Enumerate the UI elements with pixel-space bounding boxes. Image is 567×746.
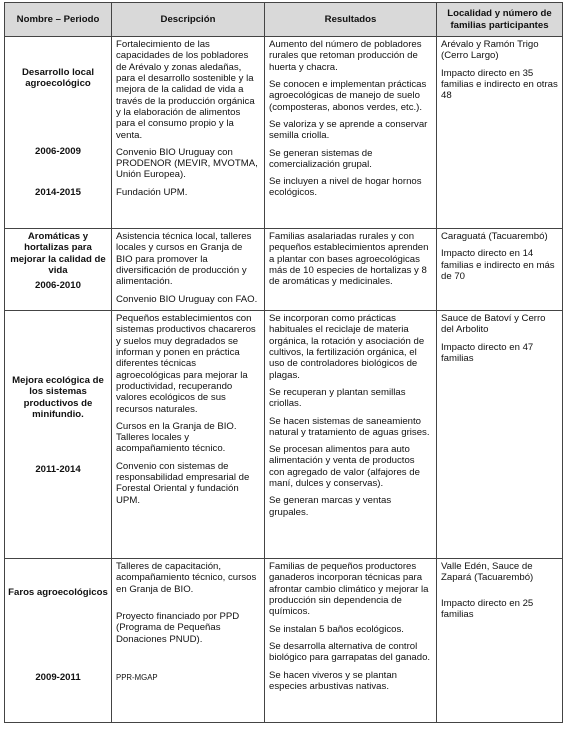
descripcion-paragraph: Cursos en la Granja de BIO. Talleres locales y acompañamiento técnico. <box>116 420 237 455</box>
descripcion-paragraph: Proyecto financiado por PPD (Programa de Pequeñas Donaciones PNUD). <box>116 610 240 645</box>
localidad-impact: Impacto directo en 14 familias e indirecto en más de 70 <box>441 248 555 282</box>
resultado-paragraph: Se hacen sistemas de saneamiento natural y tratamiento de aguas grises. <box>269 415 430 438</box>
resultado-paragraph: Se conocen e implementan prácticas agroecológicas de manejo de suelo (composteras, abonos verdes, etc.). <box>269 78 427 113</box>
descripcion-paragraph: Convenio BIO Uruguay con FAO. <box>116 293 258 305</box>
resultados-cell <box>265 311 437 559</box>
row-name-cell <box>5 559 112 723</box>
localidad-place: Caraguatá (Tacuarembó) <box>441 231 548 242</box>
resultados-cell <box>265 37 437 229</box>
localidad-place: Arévalo y Ramón Trigo (Cerro Largo) <box>441 39 539 62</box>
descripcion-cell <box>112 559 265 723</box>
header-localidad: Localidad y número de familias participantes <box>437 3 563 37</box>
resultado-paragraph: Familias de pequeños productores ganaderos incorporan técnicas para afrontar cambio climático y mejorar la producción sin dependencia de químicos. <box>269 561 429 618</box>
project-period: 2006-2009 <box>35 145 81 157</box>
table-row <box>5 37 563 229</box>
descripcion-cell <box>112 229 265 311</box>
project-name: Aromáticas y hortalizas para mejorar la calidad de vida <box>10 231 106 276</box>
table-row <box>5 311 563 559</box>
localidad-cell <box>437 229 563 311</box>
resultado-paragraph: Se incluyen a nivel de hogar hornos ecológicos. <box>269 176 422 199</box>
resultado-paragraph: Se hacen viveros y se plantan especies arbustivas nativas. <box>269 669 397 692</box>
localidad-cell <box>437 559 563 723</box>
resultado-paragraph: Se procesan alimentos para auto alimentación y venta de productos con agregado de valor (alfajores de maní, dulces y conservas). <box>269 444 420 490</box>
project-period: 2011-2014 <box>35 464 81 476</box>
resultado-paragraph: Se recuperan y plantan semillas criollas. <box>269 386 406 410</box>
descripcion-paragraph: Talleres de capacitación, acompañamiento técnico, cursos en Granja de BIO. <box>116 561 257 595</box>
descripcion-cell <box>112 37 265 229</box>
row-name-cell <box>5 37 112 229</box>
resultado-paragraph: Familias asalariadas rurales y con pequeños establecimientos aprenden a plantar con bases agroecológicas más de 10 especies de hortalizas y 8 de aromáticas y medicinales. <box>269 231 429 288</box>
project-name: Faros agroecológicos <box>8 587 108 598</box>
table-row <box>5 559 563 723</box>
resultado-paragraph: Se incorporan como prácticas habituales el reciclaje de materia orgánica, la rotación y asociación de cultivos, la fertilización orgánica, el uso de controladores biológicos de plagas. <box>269 313 425 381</box>
descripcion-paragraph: Fortalecimiento de las capacidades de los pobladores de Arévalo y zonas aledañas, para el desarrollo sostenible y la mejora de la calidad de vida a través de la producción orgánica y la elaboración de alimentos para el consumo propio y la venta. <box>116 39 255 141</box>
descripcion-paragraph: Convenio BIO Uruguay con PRODENOR (MEVIR, MVOTMA, Unión Europea). <box>116 146 258 181</box>
localidad-impact: Impacto directo en 35 familias e indirecto en otras 48 <box>441 67 558 102</box>
resultado-paragraph: Se generan marcas y ventas grupales. <box>269 495 392 518</box>
localidad-place: Valle Edén, Sauce de Zapará (Tacuarembó) <box>441 561 534 584</box>
resultado-paragraph: Se valoriza y se aprende a conservar semilla criolla. <box>269 118 428 142</box>
descripcion-paragraph: Convenio con sistemas de responsabilidad empresarial de Forestal Oriental y fundación UPM. <box>116 460 250 506</box>
row-name-cell <box>5 311 112 559</box>
localidad-impact: Impacto directo en 47 familias <box>441 341 534 364</box>
header-nombre: Nombre – Periodo <box>5 3 112 37</box>
descripcion-paragraph: Fundación UPM. <box>116 186 188 198</box>
descripcion-paragraph: Pequeños establecimientos con sistemas productivos chacareros y suelos muy degradados se informan y ponen en práctica diferentes técnicas agroecológicas para mejorar la productividad, recuperando valores ecológicos de sus recursos naturales. <box>116 313 256 415</box>
descripcion-paragraph: Asistencia técnica local, talleres locales y cursos en Granja de BIO para promover la diversificación de producción y alimentación. <box>116 231 252 288</box>
localidad-cell <box>437 311 563 559</box>
header-row <box>5 3 563 37</box>
projects-table <box>4 2 563 723</box>
localidad-cell <box>437 37 563 229</box>
project-name: Mejora ecológica de los sistemas productivos de minifundio. <box>12 375 104 420</box>
descripcion-paragraph: PPR-MGAP <box>116 672 158 682</box>
resultados-cell <box>265 559 437 723</box>
row-name-cell <box>5 229 112 311</box>
header-descripcion: Descripción <box>112 3 265 37</box>
resultado-paragraph: Aumento del número de pobladores rurales que retoman producción de huerta y chacra. <box>269 39 422 73</box>
project-name: Desarrollo local agroecológico <box>22 67 94 90</box>
project-period: 2014-2015 <box>35 186 81 198</box>
descripcion-cell <box>112 311 265 559</box>
resultado-paragraph: Se desarrolla alternativa de control biológico para garrapatas del ganado. <box>269 640 431 664</box>
header-resultados: Resultados <box>265 3 437 37</box>
resultado-paragraph: Se generan sistemas de comercialización grupal. <box>269 147 373 170</box>
resultados-cell <box>265 229 437 311</box>
localidad-place: Sauce de Batoví y Cerro del Arbolito <box>441 313 546 336</box>
project-period: 2006-2010 <box>35 280 81 292</box>
table-row <box>5 229 563 311</box>
localidad-impact: Impacto directo en 25 familias <box>441 597 534 620</box>
project-period: 2009-2011 <box>35 672 81 684</box>
resultado-paragraph: Se instalan 5 baños ecológicos. <box>269 623 404 635</box>
